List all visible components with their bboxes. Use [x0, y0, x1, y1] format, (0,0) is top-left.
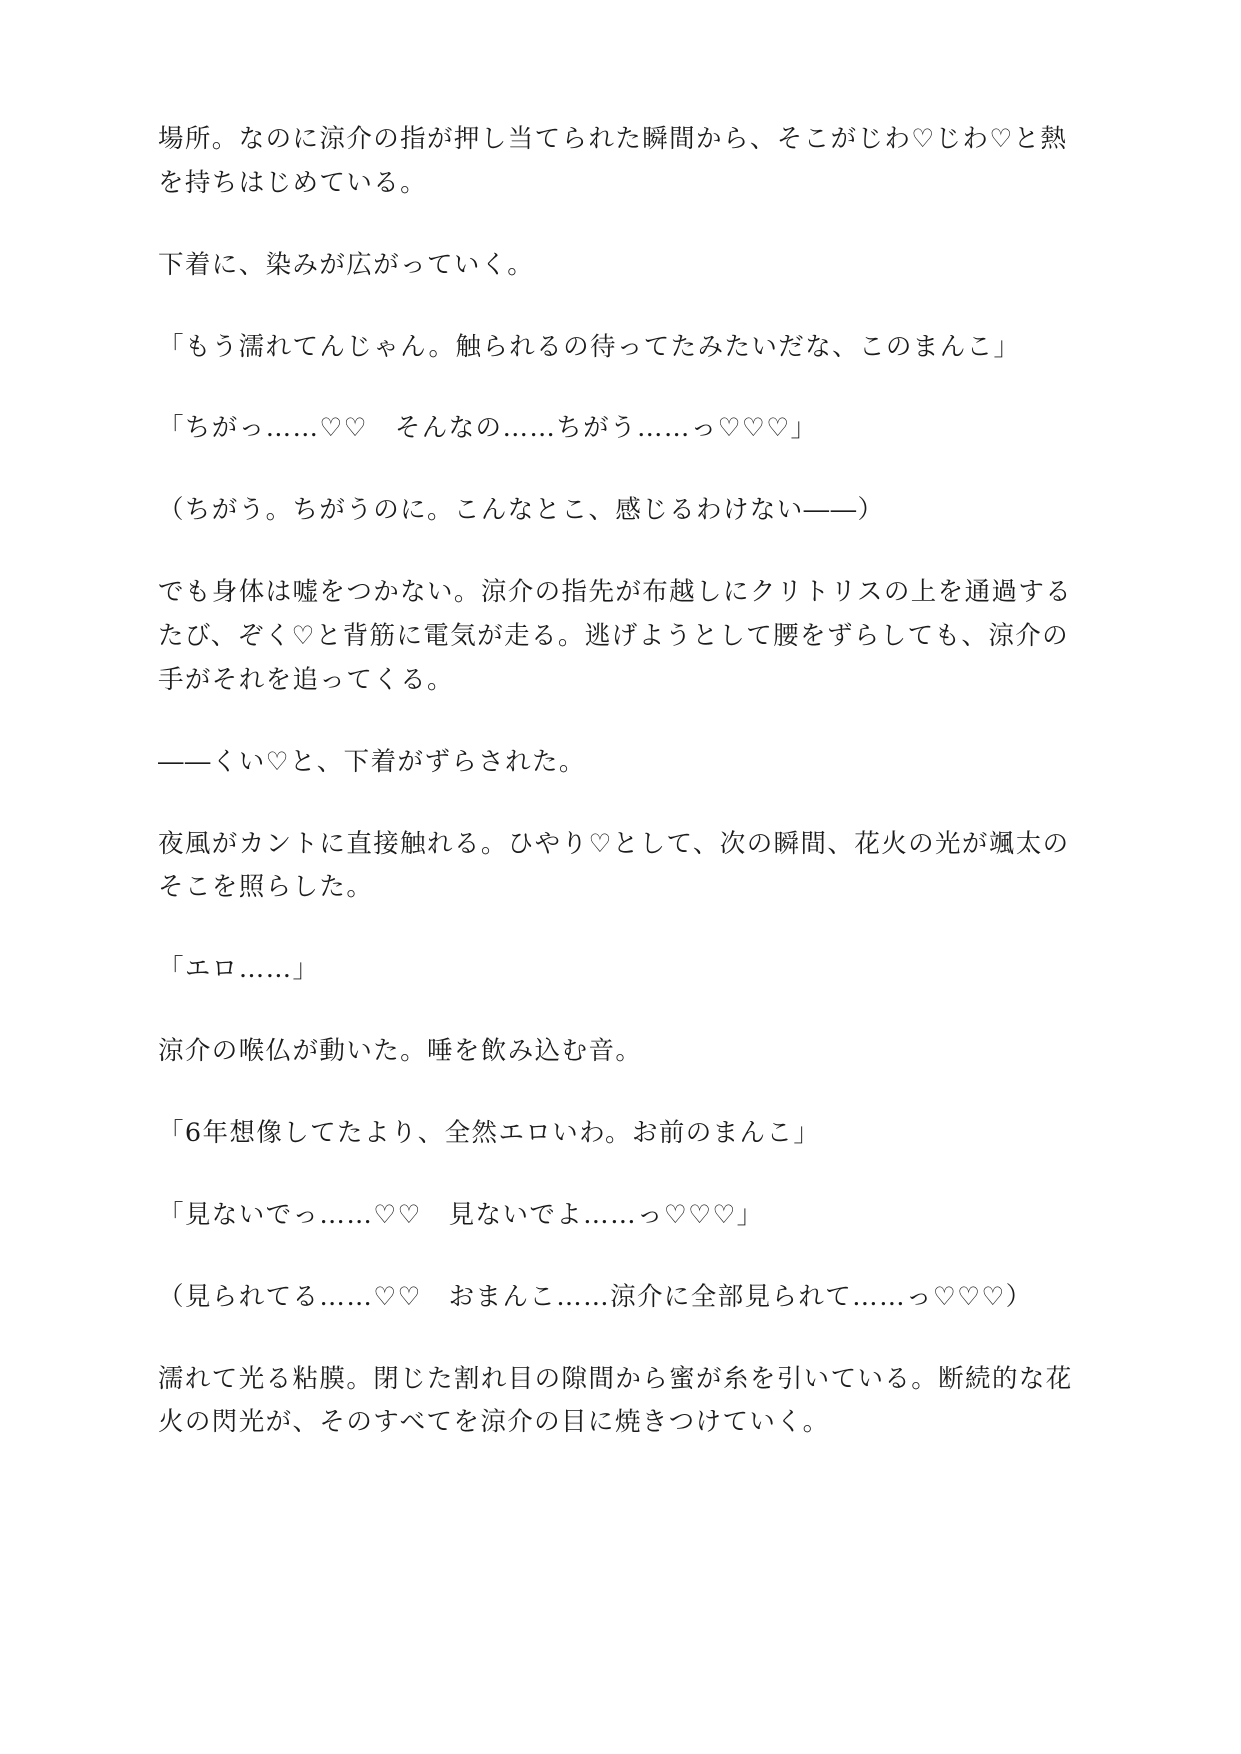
- paragraph: 「6年想像してたより、全然エロいわ。お前のまんこ」: [158, 1118, 821, 1149]
- paragraph: ――くい♡と、下着がずらされた。: [158, 746, 586, 777]
- paragraph: 「エロ……」: [158, 954, 320, 985]
- paragraph: 「もう濡れてんじゃん。触られるの待ってたみたいだな、このまんこ」: [158, 331, 1021, 362]
- paragraph: 「ちがっ……♡♡ そんなの……ちがう……っ♡♡♡」: [158, 413, 818, 444]
- paragraph: でも身体は嘘をつかない。涼介の指先が布越しにクリトリスの上を通過するたび、ぞく♡と背筋に電気が走る。逃げようとして腰をずらしても、涼介の手がそれを追ってくる。: [158, 577, 1073, 695]
- paragraph: 場所。なのに涼介の指が押し当てられた瞬間から、そこがじわ♡じわ♡と熱を持ちはじめている。: [158, 124, 1068, 198]
- document-body: [158, 118, 1089, 1445]
- paragraph: 涼介の喉仏が動いた。唾を飲み込む音。: [158, 1036, 643, 1067]
- paragraph: 夜風がカントに直接触れる。ひやり♡として、次の瞬間、花火の光が颯太のそこを照らした。: [158, 828, 1070, 903]
- paragraph: （見られてる……♡♡ おまんこ……涼介に全部見られて……っ♡♡♡）: [158, 1281, 1033, 1312]
- paragraph: 「見ないでっ……♡♡ 見ないでよ……っ♡♡♡」: [158, 1199, 764, 1230]
- paragraph: 下着に、染みが広がっていく。: [158, 249, 535, 280]
- paragraph: （ちがう。ちがうのに。こんなとこ、感じるわけない――）: [158, 495, 885, 526]
- paragraph: 濡れて光る粘膜。閉じた割れ目の隙間から蜜が糸を引いている。断続的な花火の閃光が、そのすべてを涼介の目に焼きつけていく。: [158, 1363, 1073, 1438]
